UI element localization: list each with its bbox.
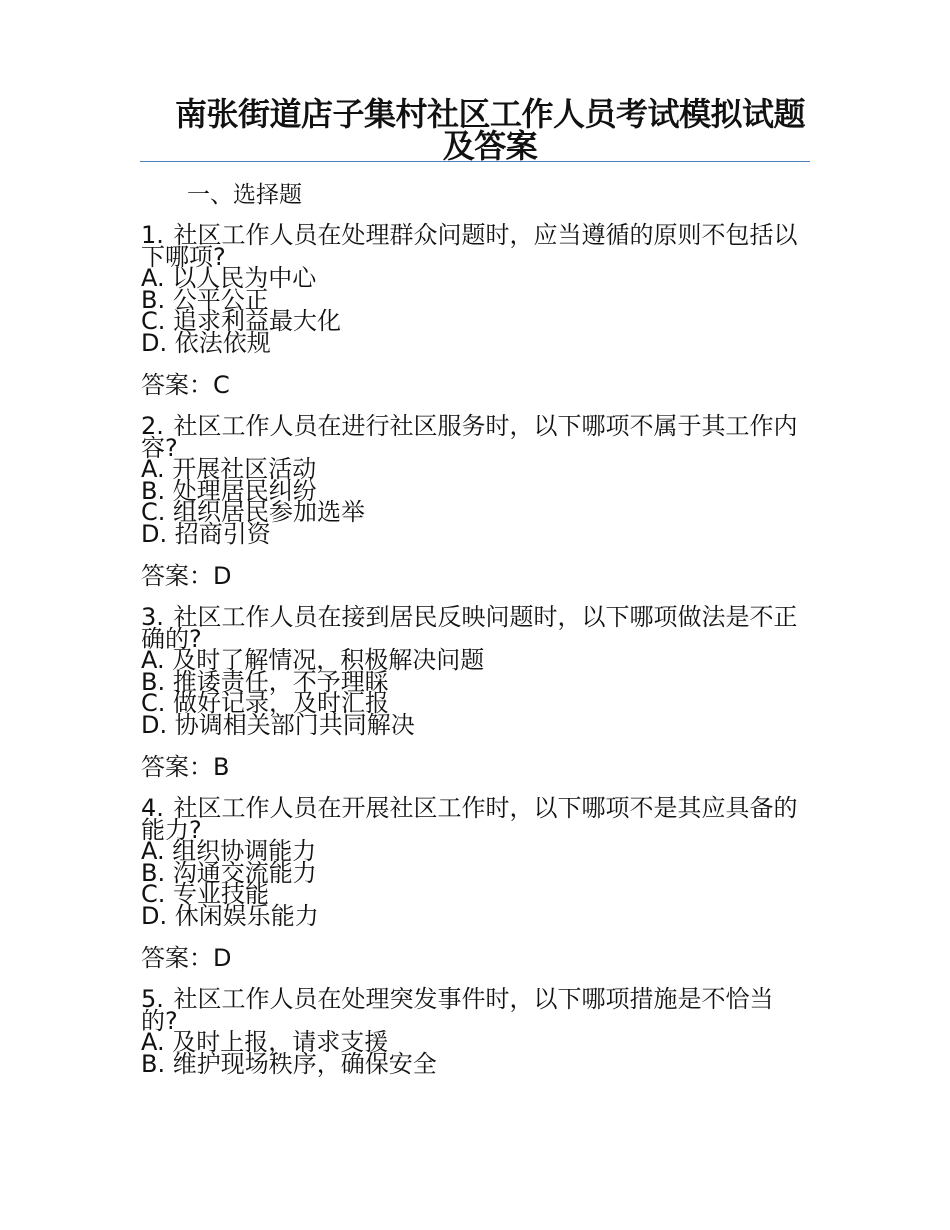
question-1 <box>141 221 801 399</box>
question-number: 1. <box>141 221 164 249</box>
question-5 <box>141 985 801 1078</box>
answer-label: 答案： <box>141 371 213 399</box>
answer-value: D <box>213 562 232 590</box>
question-stem: 社区工作人员在开展社区工作时，以下哪项不是其应具备的能力? <box>141 794 798 844</box>
section-heading: 一、选择题 <box>187 182 302 208</box>
answer-line <box>141 371 801 399</box>
option-a: A. 组织协调能力 <box>141 837 317 865</box>
option-c: C. 追求利益最大化 <box>141 307 342 335</box>
option-a: A. 开展社区活动 <box>141 455 317 483</box>
option-d: D. 休闲娱乐能力 <box>141 901 319 930</box>
question-stem: 社区工作人员在处理群众问题时，应当遵循的原则不包括以下哪项? <box>141 221 798 271</box>
question-list <box>141 221 801 1094</box>
question-number: 5. <box>141 985 164 1013</box>
option-b: B. 沟通交流能力 <box>141 858 317 887</box>
option-d: D. 依法依规 <box>141 328 271 357</box>
answer-label: 答案： <box>141 944 213 972</box>
answer-value: C <box>213 371 230 399</box>
question-text <box>141 412 801 462</box>
answer-label: 答案： <box>141 562 213 590</box>
question-text <box>141 985 801 1035</box>
question-text <box>141 221 801 271</box>
option-b: B. 处理居民纠纷 <box>141 476 317 505</box>
answer-value: D <box>213 944 232 972</box>
title-underline <box>140 161 810 162</box>
option-a: A. 以人民为中心 <box>141 264 317 292</box>
question-text <box>141 794 801 844</box>
question-4 <box>141 794 801 972</box>
question-3 <box>141 603 801 781</box>
question-number: 4. <box>141 794 164 822</box>
option-c: C. 组织居民参加选举 <box>141 498 366 526</box>
option-c: C. 专业技能 <box>141 880 270 908</box>
question-number: 2. <box>141 412 164 440</box>
option-a: A. 及时上报，请求支援 <box>141 1028 389 1056</box>
question-stem: 社区工作人员在接到居民反映问题时，以下哪项做法是不正确的? <box>141 603 798 653</box>
answer-value: B <box>213 753 230 781</box>
document-title: 南张街道店子集村社区工作人员考试模拟试题及答案 <box>174 95 805 165</box>
option-b: B. 推诿责任，不予理睬 <box>141 667 389 696</box>
option-d: D. 招商引资 <box>141 519 271 548</box>
answer-label: 答案： <box>141 753 213 781</box>
answer-line <box>141 944 801 972</box>
option-d: D. 协调相关部门共同解决 <box>141 710 415 739</box>
answer-line <box>141 562 801 590</box>
answer-line <box>141 753 801 781</box>
option-b: B. 公平公正 <box>141 285 269 314</box>
question-text <box>141 603 801 653</box>
question-number: 3. <box>141 603 164 631</box>
question-stem: 社区工作人员在进行社区服务时，以下哪项不属于其工作内容? <box>141 412 798 462</box>
question-2 <box>141 412 801 590</box>
question-stem: 社区工作人员在处理突发事件时，以下哪项措施是不恰当的? <box>141 985 774 1035</box>
option-a: A. 及时了解情况，积极解决问题 <box>141 646 485 674</box>
option-c: C. 做好记录，及时汇报 <box>141 689 390 717</box>
option-b: B. 维护现场秩序，确保安全 <box>141 1049 437 1078</box>
